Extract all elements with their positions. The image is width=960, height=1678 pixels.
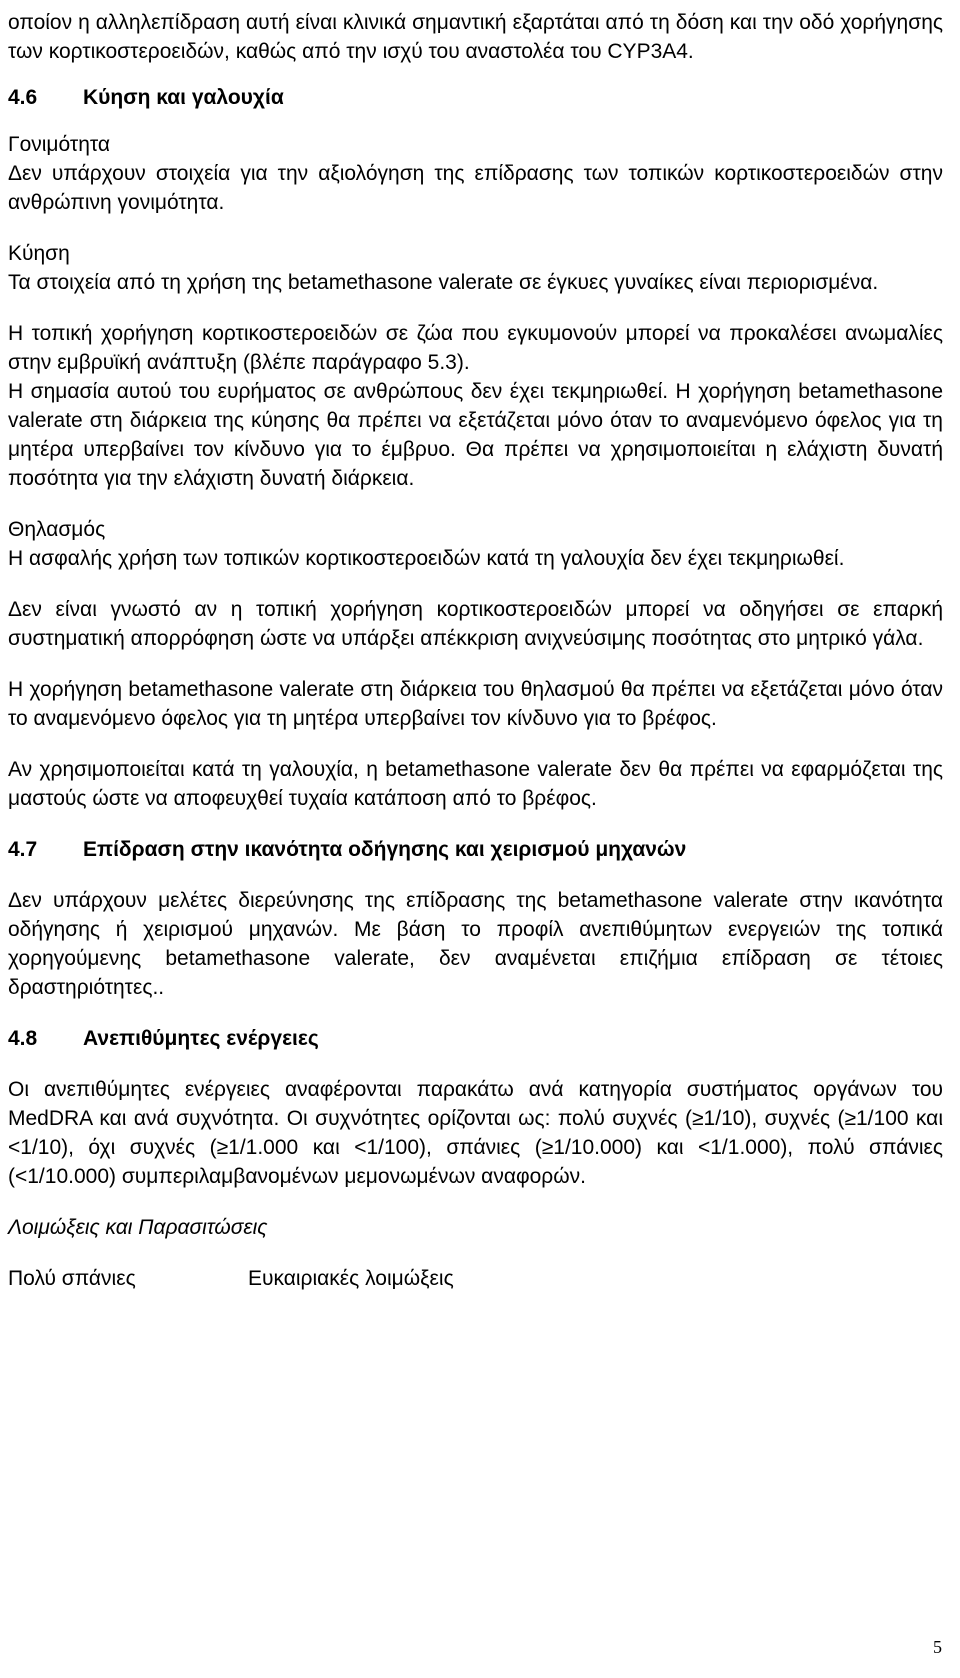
lactation-paragraph-3: Η χορήγηση betamethasone valerate στη διάρκεια του θηλασμού θα πρέπει να εξετάζεται μόνο όταν το αναμενόμενο όφελος για τη μητέρα υπερβαίνει τον κίνδυνο για το βρέφος. [8, 678, 943, 730]
page-number: 5 [933, 1637, 942, 1657]
subheading-fertility: Γονιμότητα [8, 133, 111, 156]
pregnancy-paragraph-2: Η τοπική χορήγηση κορτικοστεροειδών σε ζώα που εγκυμονούν μπορεί να προκαλέσει ανωμαλίες στην εμβρυϊκή ανάπτυξη (βλέπε παράγραφο 5.3). [8, 322, 943, 374]
section-number: 4.7 [8, 838, 38, 861]
intro-paragraph: οποίον η αλληλεπίδραση αυτή είναι κλινικά σημαντική εξαρτάται από τη δόση και την οδό χορήγησης των κορτικοστεροειδών, καθώς από την ισχύ του αναστολέα του CYP3A4. [8, 11, 943, 63]
subheading-lactation: Θηλασμός [8, 518, 106, 541]
lactation-paragraph: Η ασφαλής χρήση των τοπικών κορτικοστεροειδών κατά τη γαλουχία δεν έχει τεκμηριωθεί. [8, 547, 845, 570]
adverse-reactions-paragraph: Οι ανεπιθύμητες ενέργειες αναφέρονται παρακάτω ανά κατηγορία συστήματος οργάνων του MedDRA και ανά συχνότητα. Οι συχνότητες ορίζονται ως: πολύ συχνές (≥1/10), συχνές (≥1/100 και <1/10), όχι συχνές (≥1/1.000 και <1/100), σπάνιες (≥1/10.000) και <1/1.000), πολύ σπάνιες (<1/10.000) συμπεριλαμβανομένων μεμονωμένων αναφορών. [8, 1078, 943, 1188]
section-title: Επίδραση στην ικανότητα οδήγησης και χειρισμού μηχανών [83, 838, 687, 861]
document-page [8, 0, 943, 1293]
frequency-cell: Πολύ σπάνιες [8, 1267, 136, 1290]
section-number: 4.6 [8, 86, 38, 109]
section-number: 4.8 [8, 1027, 38, 1050]
adverse-reaction-row [8, 1264, 943, 1293]
subheading-pregnancy: Κύηση [8, 242, 70, 265]
driving-paragraph: Δεν υπάρχουν μελέτες διερεύνησης της επίδρασης της betamethasone valerate στην ικανότητα οδήγησης ή χειρισμού μηχανών. Με βάση το προφίλ ανεπιθύμητων ενεργειών της τοπικά χορηγούμενης betamethasone valerate, δεν αναμένεται επιζήμια επίδραση σε τέτοιες δραστηριότητες.. [8, 889, 943, 999]
pregnancy-paragraph-3: Η σημασία αυτού του ευρήματος σε ανθρώπους δεν έχει τεκμηριωθεί. Η χορήγηση betamethasone valerate στη διάρκεια της κύησης θα πρέπει να εξετάζεται μόνο όταν το αναμενόμενο όφελος για τη μητέρα υπερβαίνει τον κίνδυνο για το έμβρυο. Θα πρέπει να χρησιμοποιείται η ελάχιστη δυνατή ποσότητα για την ελάχιστη δυνατή διάρκεια. [8, 380, 943, 490]
section-4-6-heading [8, 83, 943, 112]
reaction-cell: Ευκαιριακές λοιμώξεις [248, 1267, 454, 1290]
lactation-paragraph-4: Αν χρησιμοποιείται κατά τη γαλουχία, η betamethasone valerate δεν θα πρέπει να εφαρμόζεται της μαστούς ώστε να αποφευχθεί τυχαία κατάποση από το βρέφος. [8, 758, 943, 810]
section-4-7-heading [8, 835, 943, 864]
soc-heading: Λοιμώξεις και Παρασιτώσεις [8, 1216, 268, 1239]
pregnancy-paragraph: Τα στοιχεία από τη χρήση της betamethasone valerate σε έγκυες γυναίκες είναι περιορισμένα. [8, 271, 879, 294]
section-title: Ανεπιθύμητες ενέργειες [83, 1027, 319, 1050]
section-title: Κύηση και γαλουχία [83, 86, 284, 109]
lactation-paragraph-2: Δεν είναι γνωστό αν η τοπική χορήγηση κορτικοστεροειδών μπορεί να οδηγήσει σε επαρκή συστηματική απορρόφηση ώστε να υπάρξει απέκκριση ανιχνεύσιμης ποσότητας στο μητρικό γάλα. [8, 598, 943, 650]
section-4-8-heading [8, 1024, 943, 1053]
fertility-paragraph: Δεν υπάρχουν στοιχεία για την αξιολόγηση της επίδρασης των τοπικών κορτικοστεροειδών στην ανθρώπινη γονιμότητα. [8, 162, 943, 214]
